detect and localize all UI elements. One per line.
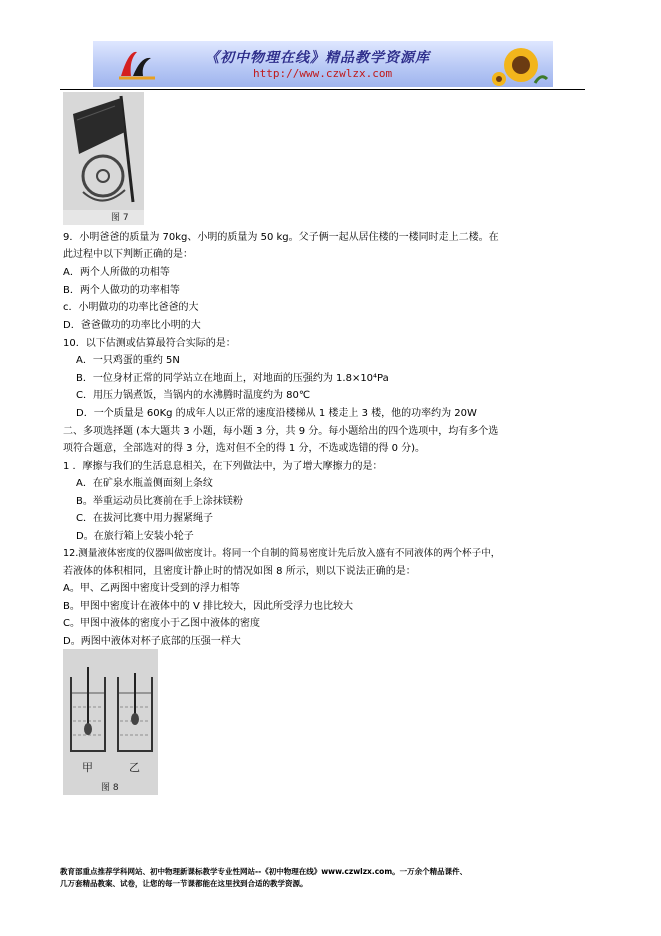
q9-option-b: B．两个人做功的功率相等 <box>63 285 180 296</box>
q12-stem-line1: 12.测量液体密度的仪器叫做密度计。将同一个自制的简易密度计先后放入盛有不同液体的两个杯子中， <box>63 548 501 559</box>
header-rule <box>60 89 585 90</box>
q12-option-b: B。甲图中密度计在液体中的 V 排比较大，因此所受浮力也比较大 <box>63 601 354 612</box>
q10-option-d: D．一个质量是 60Kg 的成年人以正常的速度沿楼梯从 1 楼走上 3 楼，他的功率约为 20W <box>76 408 477 419</box>
footer-line2: 几万套精品教案、试卷，让您的每一节课都能在这里找到合适的教学资源。 <box>60 879 308 888</box>
section2-heading-line1: 二、多项选择题 (本大题共 3 小题，每小题 3 分，共 9 分。每小题给出的四个选项中，均有多个选 <box>63 426 499 437</box>
figure-8-label-jia: 甲 <box>82 761 93 774</box>
header-title: 《初中物理在线》精品教学资源库 <box>205 50 430 66</box>
q11-option-d: D。在旅行箱上安装小轮子 <box>76 531 194 542</box>
figure-8-caption: 图 8 <box>101 783 119 793</box>
footer-line1: 教育部重点推荐学科网站、初中物理新课标教学专业性网站--《初中物理在线》www.czwlzx.com。一万余个精品课件、 <box>60 867 468 876</box>
figure-7 <box>63 92 144 225</box>
q9-stem-line1: 9．小明爸爸的质量为 70kg、小明的质量为 50 kg。父子俩一起从居住楼的一楼同时走上二楼。在 <box>63 232 499 243</box>
site-logo <box>117 46 157 82</box>
q11-stem: 1 ．摩擦与我们的生活息息相关，在下列做法中，为了增大摩擦力的是： <box>63 461 383 472</box>
q12-option-c: C。甲图中液体的密度小于乙图中液体的密度 <box>63 618 260 629</box>
q10-option-c: C．用压力锅煮饭，当锅内的水沸腾时温度约为 80℃ <box>76 390 311 401</box>
figure-7-drawing <box>63 92 144 210</box>
q9-option-a: A．两个人所做的功相等 <box>63 267 170 278</box>
q12-option-d: D。两图中液体对杯子底部的压强一样大 <box>63 636 241 647</box>
q10-option-b: B．一位身材正常的同学站立在地面上，对地面的压强约为 1.8×10⁴Pa <box>76 373 389 384</box>
q9-stem-line2: 此过程中以下判断正确的是： <box>63 249 193 260</box>
q10-stem: 10．以下估测或估算最符合实际的是： <box>63 338 236 349</box>
figure-8-drawing <box>63 649 158 795</box>
figure-8-label-yi: 乙 <box>129 761 140 774</box>
figure-8 <box>63 649 158 795</box>
q11-option-b: B。举重运动员比赛前在手上涂抹镁粉 <box>76 496 243 507</box>
q11-option-c: C．在拔河比赛中用力握紧绳子 <box>76 513 213 524</box>
header-url[interactable]: http://www.czwlzx.com <box>253 67 393 80</box>
q9-option-c: c．小明做功的功率比爸爸的大 <box>63 302 199 313</box>
q12-stem-line2: 若液体的体积相同，且密度计静止时的情况如图 8 所示，则以下说法正确的是： <box>63 566 416 577</box>
header-banner <box>93 41 553 87</box>
q11-option-a: A．在矿泉水瓶盖侧面刻上条纹 <box>76 478 213 489</box>
q10-option-a: A．一只鸡蛋的重约 5N <box>76 355 180 366</box>
q12-option-a: A。甲、乙两图中密度计受到的浮力相等 <box>63 583 240 594</box>
section2-heading-line2: 项符合题意，全部选对的得 3 分，选对但不全的得 1 分，不选或选错的得 0 分)。 <box>63 443 426 454</box>
sunflower-image <box>491 43 549 87</box>
figure-7-caption: 图 7 <box>111 213 129 223</box>
q9-option-d: D．爸爸做功的功率比小明的大 <box>63 320 201 331</box>
